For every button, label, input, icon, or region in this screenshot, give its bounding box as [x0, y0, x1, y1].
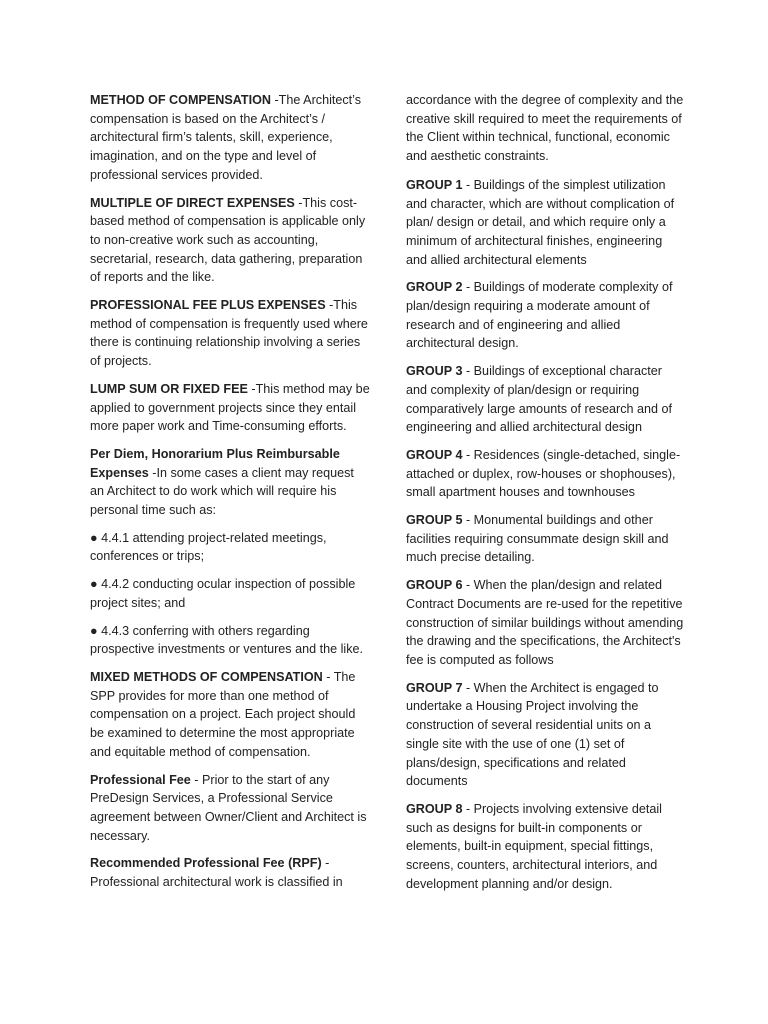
description: -In some cases a client may request an Architect to do work which will require his personal time such as:	[90, 465, 354, 518]
paragraph-multiple-of-direct-expenses	[90, 194, 370, 288]
paragraph-group-6	[406, 576, 686, 670]
bullet-item-4-4-1	[90, 529, 370, 566]
paragraph-group-5	[406, 511, 686, 567]
term: METHOD OF COMPENSATION	[90, 93, 271, 107]
paragraph-continuation	[406, 91, 686, 166]
description: - Buildings of the simplest utilization and character, which are without complication of plan/ design or detail, and which require only a minimum of architectural finishes, engineering and allied architectural elements	[406, 177, 675, 267]
paragraph-professional-fee	[90, 771, 370, 846]
description: - Residences (single-detached, single-attached or duplex, row-houses or shophouses), small apartment houses and townhouses	[406, 447, 681, 500]
term: MULTIPLE OF DIRECT EXPENSES	[90, 195, 295, 210]
paragraph-group-8	[406, 800, 686, 894]
term: GROUP 7	[406, 680, 463, 695]
term: GROUP 4	[406, 447, 463, 462]
term: LUMP SUM OR FIXED FEE	[90, 381, 248, 396]
term: GROUP 5	[406, 513, 463, 528]
term: GROUP 6	[406, 578, 463, 593]
description: -This method of compensation is frequently used where there is continuing relationship involving a series of projects.	[90, 298, 368, 369]
paragraph-recommended-professional-fee	[90, 854, 370, 891]
description: - Professional architectural work is classified in	[90, 856, 343, 890]
description: - Buildings of moderate complexity of plan/design requiring a moderate amount of research and of engineering and allied architectural design.	[406, 280, 673, 351]
paragraph-professional-fee-plus-expenses	[90, 296, 370, 371]
description: - The SPP provides for more than one method of compensation on a project. Each project should be examined to determine the most appropriate and equitable method of compensation.	[90, 669, 356, 759]
description: ● 4.4.1 attending project-related meetings, conferences or trips;	[90, 530, 327, 564]
term: PROFESSIONAL FEE PLUS EXPENSES	[90, 298, 326, 313]
paragraph-mixed-methods	[90, 668, 370, 762]
paragraph-per-diem	[90, 445, 370, 520]
paragraph-group-2	[406, 278, 686, 353]
description: ● 4.4.3 conferring with others regarding prospective investments or ventures and the like.	[90, 623, 364, 657]
paragraph-group-4	[406, 446, 686, 502]
term: Professional Fee	[90, 772, 191, 787]
description: -The Architect’s compensation is based on the Architect’s / architectural firm’s talents, skill, experience, imagination, and on the type and level of professional services provided.	[90, 93, 362, 182]
paragraph-method-of-compensation	[90, 91, 370, 185]
paragraph-group-3	[406, 362, 686, 437]
left-column	[90, 91, 370, 901]
paragraph-lump-sum-or-fixed-fee	[90, 380, 370, 436]
description: - Projects involving extensive detail such as designs for built-in components or elements, built-in equipment, special fittings, screens, counters, architectural interiors, and development planning and/or design.	[406, 801, 662, 891]
term: GROUP 8	[406, 801, 463, 816]
description: - When the plan/design and related Contract Documents are re-used for the repetitive construction of similar buildings without amending the drawing and the specifications, the Architect's fee is computed as follows	[406, 578, 684, 667]
term: Per Diem, Honorarium Plus Reimbursable Expenses	[90, 446, 340, 480]
description: - Monumental buildings and other facilities requiring consummate design skill and much precise detailing.	[406, 513, 669, 565]
description: - When the Architect is engaged to undertake a Housing Project involving the construction of several residential units on a single site with the use of one (1) set of plans/design, specifications and related documents	[406, 680, 659, 789]
description: ● 4.4.2 conducting ocular inspection of possible project sites; and	[90, 577, 356, 610]
term: GROUP 2	[406, 280, 463, 295]
description: -This cost-based method of compensation is applicable only to non-creative work such as accounting, secretarial, research, data gathering, preparation of reports and the like.	[90, 195, 366, 285]
term: GROUP 3	[406, 364, 463, 379]
description: -This method may be applied to government projects since they entail more paper work and Time-consuming efforts.	[90, 381, 370, 434]
bullet-item-4-4-2	[90, 575, 370, 612]
term: MIXED METHODS OF COMPENSATION	[90, 669, 323, 684]
term: Recommended Professional Fee (RPF)	[90, 856, 322, 871]
paragraph-group-1	[406, 176, 686, 270]
description: accordance with the degree of complexity and the creative skill required to meet the requirements of the Client within technical, functional, economic and aesthetic constraints.	[406, 93, 684, 164]
bullet-item-4-4-3	[90, 622, 370, 659]
right-column	[406, 91, 686, 902]
description: - Prior to the start of any PreDesign Services, a Professional Service agreement between Owner/Client and Architect is necessary.	[90, 772, 367, 843]
description: - Buildings of exceptional character and complexity of plan/design or requiring comparatively large amounts of research and of engineering and allied architectural design	[406, 364, 673, 435]
term: GROUP 1	[406, 177, 463, 192]
paragraph-group-7	[406, 679, 686, 791]
